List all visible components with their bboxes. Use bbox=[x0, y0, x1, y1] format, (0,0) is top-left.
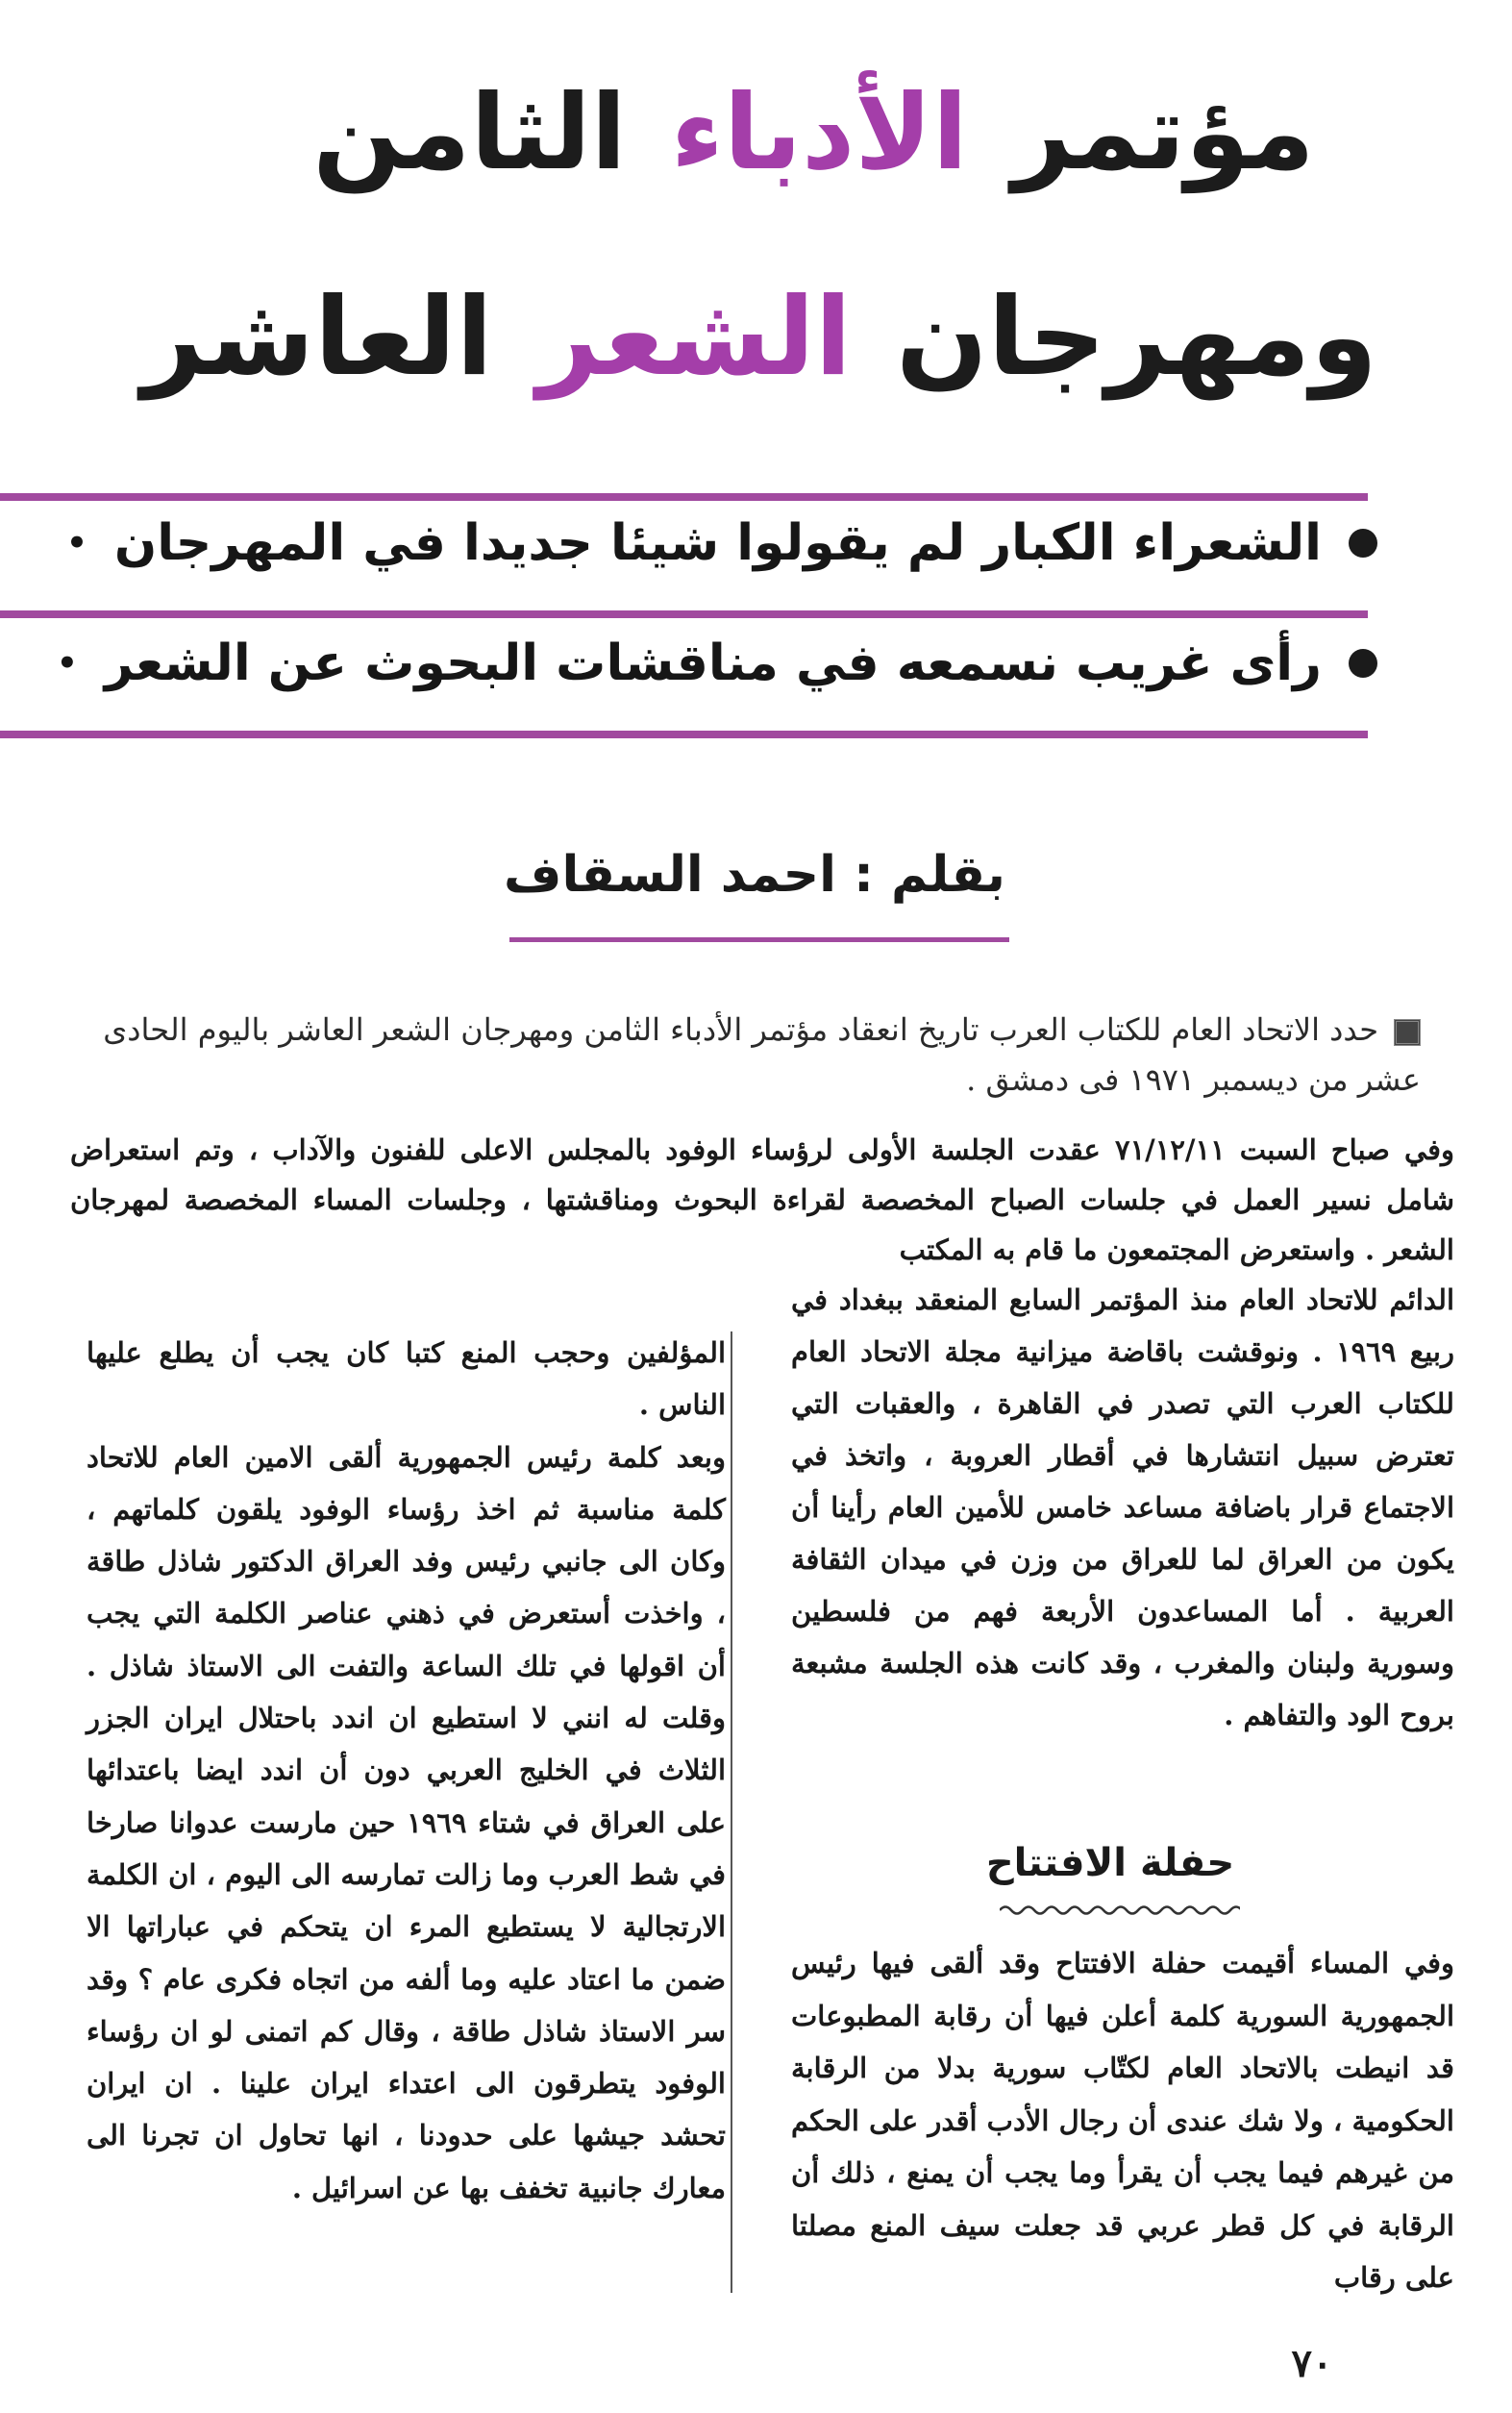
title-word-eighth: الثامن bbox=[312, 73, 627, 193]
title-line-2 bbox=[141, 275, 1377, 400]
headline-1-text: الشعراء الكبار لم يقولوا شيئا جديدا في المهرجان bbox=[113, 514, 1322, 572]
right-column-lower bbox=[791, 1937, 1454, 2304]
byline-underline bbox=[509, 937, 1009, 942]
opening-ceremony-paragraph: وفي المساء أقيمت حفلة الافتتاح وقد ألقى فيها رئيس الجمهورية السورية كلمة أعلن فيها أن رقابة المطبوعات قد انيطت بالاتحاد العام لكتّاب سورية بدلا من الرقابة الحكومية ، ولا شك عندى أن رجال الأدب أقدر على الحكم من غيرهم فيما يجب أن يقرأ وما يجب أن يمنع ، ذلك أن الرقابة في كل قطر عربي قد جعلت سيف المنع مصلتا على رقاب bbox=[791, 1947, 1454, 2294]
right-column-paragraph: الدائم للاتحاد العام منذ المؤتمر السابع المنعقد ببغداد في ربيع ١٩٦٩ . ونوقشت باقاضة ميزانية مجلة الاتحاد العام للكتاب العرب التي تصدر في القاهرة ، والعقبات التي تعترض سبيل انتشارها في أقطار العروبة ، واتخذ في الاجتماع قرار باضافة مساعد خامس للأمين العام رأينا أن يكون من العراق لما للعراق من وزن في ميدان الثقافة العربية . أما المساعدون الأربعة فهم من فلسطين وسورية ولبنان والمغرب ، وقد كانت هذه الجلسة مشبعة بروح الود والتفاهم . bbox=[791, 1283, 1454, 1731]
full-width-paragraph: وفي صباح السبت ٧١/١٢/١١ عقدت الجلسة الأولى لرؤساء الوفود بالمجلس الاعلى للفنون والآداب ، وتم استعراض شامل نسير العمل في جلسات الصباح المخصصة لقراءة البحوث ومناقشتها ، وجلسات المساء المخصصة لمهرجان الشعر . واستعرض المجتمعون ما قام به المكتب bbox=[70, 1133, 1454, 1266]
intro-paragraph bbox=[75, 1005, 1421, 1105]
title-word-festival: ومهرجان bbox=[896, 275, 1377, 400]
left-column bbox=[87, 1327, 726, 2214]
headline-2 bbox=[56, 634, 1377, 692]
bullet-icon bbox=[1349, 529, 1377, 558]
headline-2-endmark: • bbox=[56, 644, 78, 683]
paragraph-marker-icon bbox=[1394, 1019, 1421, 1046]
title-word-poetry: الشعر bbox=[536, 275, 853, 400]
headline-rule-bottom bbox=[0, 731, 1368, 738]
right-column bbox=[791, 1274, 1454, 1741]
headline-1 bbox=[66, 514, 1377, 572]
bullet-icon bbox=[1349, 649, 1377, 678]
title-word-tenth: العاشر bbox=[141, 275, 493, 400]
title-word-conference: مؤتمر bbox=[1011, 73, 1315, 193]
headline-rule-middle bbox=[0, 610, 1368, 618]
page-number: ٧٠ bbox=[1291, 2341, 1333, 2386]
headline-1-endmark: • bbox=[66, 524, 87, 562]
intro-text: حدد الاتحاد العام للكتاب العرب تاريخ انعقاد مؤتمر الأدباء الثامن ومهرجان الشعر العاشر باليوم الحادى عشر من ديسمبر ١٩٧١ فى دمشق . bbox=[103, 1011, 1421, 1098]
left-column-paragraph-1: المؤلفين وحجب المنع كتبا كان يجب أن يطلع عليها الناس . bbox=[87, 1336, 726, 1422]
title-word-writers: الأدباء bbox=[670, 73, 968, 193]
wavy-underline-icon bbox=[1000, 1903, 1240, 1917]
column-divider bbox=[731, 1331, 732, 2293]
section-heading: حفلة الافتتاح bbox=[985, 1841, 1235, 1885]
byline: بقلم : احمد السقاف bbox=[504, 846, 1005, 904]
title-line-1 bbox=[250, 73, 1377, 193]
left-column-paragraph-2: وبعد كلمة رئيس الجمهورية ألقى الامين العام للاتحاد كلمة مناسبة ثم اخذ رؤساء الوفود يلقون كلماتهم ، وكان الى جانبي رئيس وفد العراق الدكتور شاذل طاقة ، واخذت أستعرض في ذهني عناصر الكلمة التي يجب أن اقولها في تلك الساعة والتفت الى الاستاذ شاذل . وقلت له انني لا استطيع ان اندد باحتلال ايران الجزر الثلاث في الخليج العربي دون أن اندد ايضا باعتدائها على العراق في شتاء ١٩٦٩ حين مارست عدوانا صارخا في شط العرب وما زالت تمارسه الى اليوم ، ان الكلمة الارتجالية لا يستطيع المرء ان يتحكم في عباراتها الا ضمن ما اعتاد عليه وما ألفه من اتجاه فكرى عام ؟ وقد سر الاستاذ شاذل طاقة ، وقال كم اتمنى لو ان رؤساء الوفود يتطرقون الى اعتداء ايران علينا . ان ايران تحشد جيشها على حدودنا ، انها تحاول ان تجرنا الى معارك جانبية تخفف بها عن اسرائيل . bbox=[87, 1440, 726, 2204]
headline-2-text: رأى غريب نسمعه في مناقشات البحوث عن الشعر bbox=[104, 634, 1322, 692]
headline-rule-top bbox=[0, 493, 1368, 501]
